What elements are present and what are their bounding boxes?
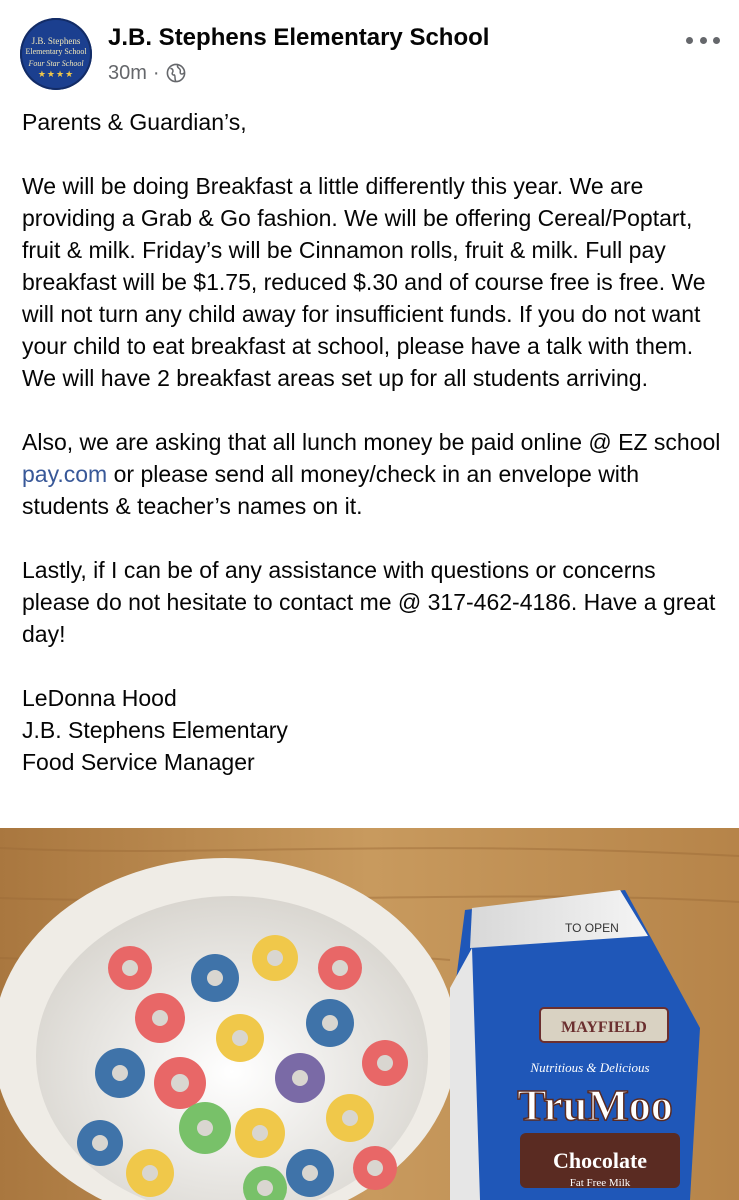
page-name-link[interactable]: J.B. Stephens Elementary School (108, 24, 490, 51)
post-body (22, 106, 727, 778)
post-paragraph-contact: Lastly, if I can be of any assistance with questions or concerns please do not hesitate to contact me @ 317-462-4186. Have a great day! (22, 557, 716, 647)
more-horizontal-icon[interactable] (686, 30, 720, 50)
more-dot (700, 37, 707, 44)
meta-separator: · (152, 61, 160, 84)
post-meta (108, 60, 186, 86)
lunch-text-after: or please send all money/check in an envelope with students & teacher’s names on it. (22, 461, 640, 519)
pay-com-link[interactable]: pay.com (22, 461, 108, 487)
carton-top-text: TO OPEN (565, 921, 619, 935)
post-timestamp[interactable]: 30m (108, 61, 147, 84)
avatar-text-line1: J.B. Stephens (31, 36, 81, 46)
post-paragraph-lunch-money (22, 426, 727, 522)
carton-tagline-text: Nutritious & Delicious (530, 1060, 650, 1075)
avatar-text-line2: Elementary School (25, 47, 87, 56)
signature-school: J.B. Stephens Elementary (22, 717, 288, 743)
breakfast-photo (0, 828, 739, 1200)
post-photo[interactable] (0, 828, 739, 1200)
post-header (0, 0, 739, 100)
signature-title: Food Service Manager (22, 749, 255, 775)
lunch-text-before: Also, we are asking that all lunch money be paid online @ EZ school (22, 429, 721, 455)
page-avatar[interactable] (20, 18, 92, 90)
carton-brand-text: MAYFIELD (561, 1019, 647, 1036)
more-dot (713, 37, 720, 44)
carton-flavor-text: Chocolate (552, 1148, 648, 1173)
signature-name: LeDonna Hood (22, 685, 177, 711)
post-greeting: Parents & Guardian’s, (22, 109, 247, 135)
globe-icon (166, 63, 186, 83)
more-dot (686, 37, 693, 44)
avatar-text-line3: Four Star School (28, 59, 84, 68)
carton-sub-text: Fat Free Milk (569, 1177, 631, 1189)
avatar-stars: ★★★★ (37, 69, 75, 79)
post-paragraph-breakfast: We will be doing Breakfast a little differently this year. We are providing a Grab & Go fashion. We will be offering Cereal/Poptart, fruit & milk. Friday’s will be Cinnamon rolls, fruit & milk. Full pay breakfast will be $1.75, reduced $.30 and of course free is free. We will not turn any child away for insufficient funds. If you do not want your child to eat breakfast at school, please have a talk with them. We will have 2 breakfast areas set up for all students arriving. (22, 173, 706, 391)
carton-product-text: TruMoo (517, 1081, 673, 1130)
